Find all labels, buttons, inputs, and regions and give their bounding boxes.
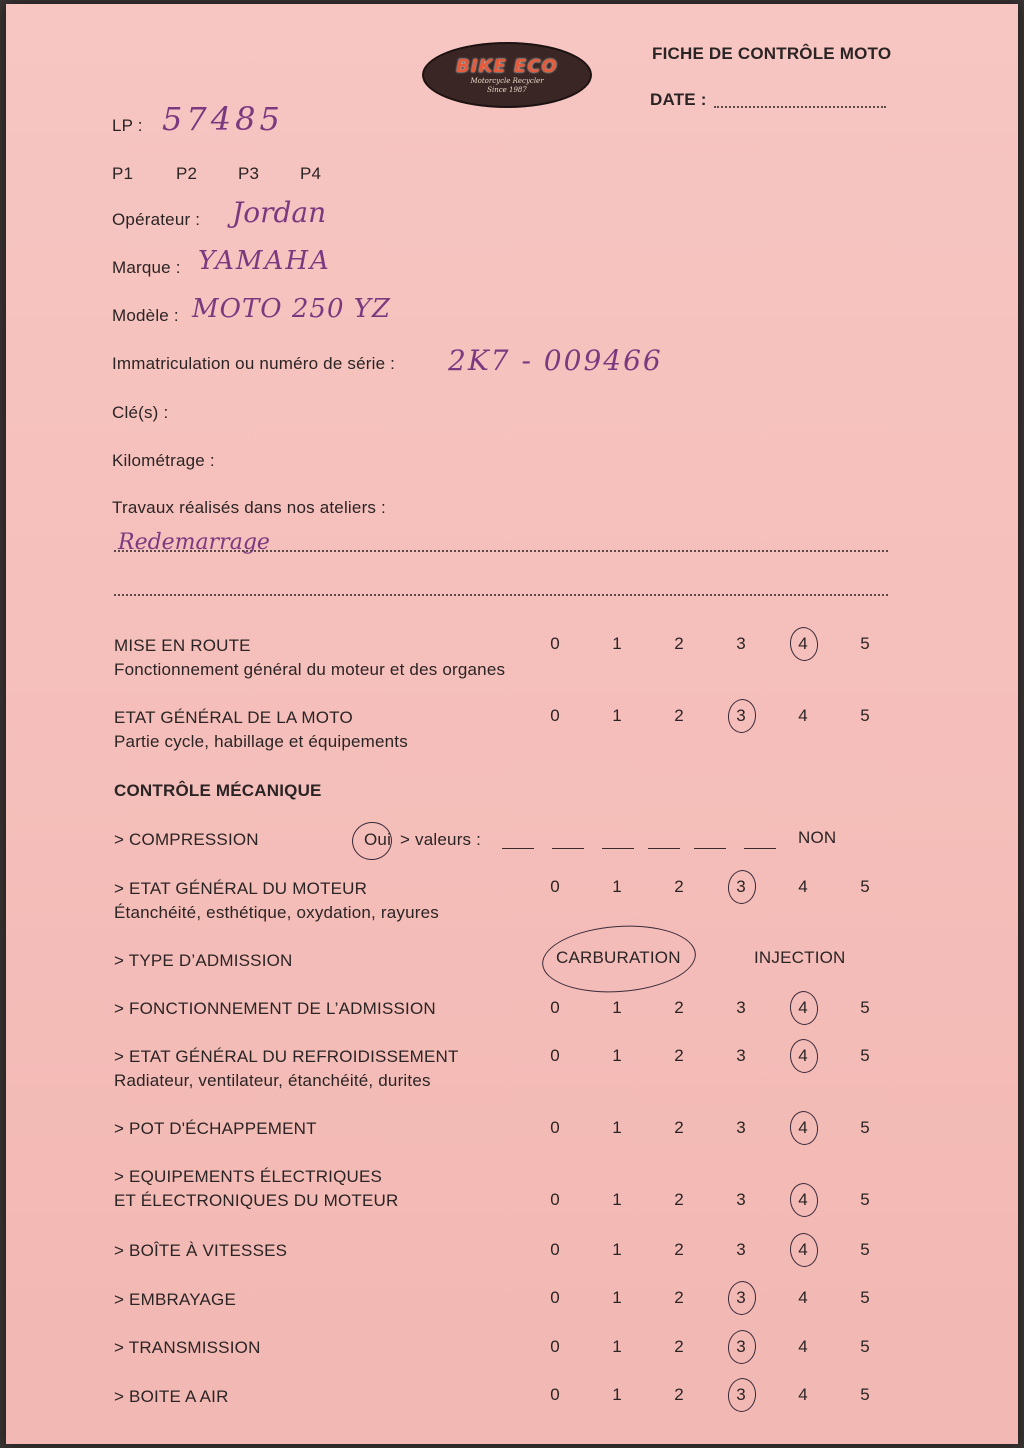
travaux-line-1[interactable] xyxy=(114,550,888,552)
mech-item-3-score-2[interactable]: 2 xyxy=(674,1190,684,1209)
operateur-value[interactable]: Jordan xyxy=(232,196,327,229)
mech-item-2-score-1[interactable]: 1 xyxy=(612,1118,622,1137)
mech-item-7-score-2[interactable]: 2 xyxy=(674,1385,684,1404)
scale-r0-score-2[interactable]: 2 xyxy=(674,634,684,653)
mech-item-2-score-3[interactable]: 3 xyxy=(736,1118,746,1137)
mech-item-4-score-0[interactable]: 0 xyxy=(550,1240,560,1259)
travaux-label: Travaux réalisés dans nos ateliers : xyxy=(112,498,386,517)
mech-item-2-selected-score-mark xyxy=(788,1110,819,1147)
mech-item-4-score-3[interactable]: 3 xyxy=(736,1240,746,1259)
mech-item-0-title: > FONCTIONNEMENT DE L’ADMISSION xyxy=(114,999,436,1018)
scale-moteur-score-2[interactable]: 2 xyxy=(674,877,684,896)
mech-item-3-score-1[interactable]: 1 xyxy=(612,1190,622,1209)
mech-item-1-title: > ETAT GÉNÉRAL DU REFROIDISSEMENT xyxy=(114,1047,459,1066)
mech-item-0-selected-score-mark xyxy=(788,990,819,1027)
scale-moteur-score-3[interactable]: 3 xyxy=(736,877,746,896)
mech-item-4-score-4[interactable]: 4 xyxy=(798,1240,808,1259)
mech-item-6-score-0[interactable]: 0 xyxy=(550,1337,560,1356)
cles-label: Clé(s) : xyxy=(112,403,169,422)
compression-value-6[interactable] xyxy=(744,848,776,849)
mech-item-6-title: > TRANSMISSION xyxy=(114,1338,261,1357)
mech-item-6-selected-score-mark xyxy=(726,1329,757,1366)
mech-item-4-score-2[interactable]: 2 xyxy=(674,1240,684,1259)
scale-r0-score-5[interactable]: 5 xyxy=(860,634,870,653)
etat-general-moto-title: ETAT GÉNÉRAL DE LA MOTO xyxy=(114,708,353,727)
mech-item-0-score-4[interactable]: 4 xyxy=(798,998,808,1017)
mech-item-3-subtitle: ET ÉLECTRONIQUES DU MOTEUR xyxy=(114,1191,399,1210)
date-field[interactable] xyxy=(714,106,886,108)
mech-item-7-score-1[interactable]: 1 xyxy=(612,1385,622,1404)
admission-injection[interactable]: INJECTION xyxy=(754,948,846,967)
mech-item-0-score-0[interactable]: 0 xyxy=(550,998,560,1017)
scale-r1-score-3[interactable]: 3 xyxy=(736,706,746,725)
scale-r1-score-4[interactable]: 4 xyxy=(798,706,808,725)
mise-en-route-subtitle: Fonctionnement général du moteur et des organes xyxy=(114,660,506,679)
scale-r1-score-2[interactable]: 2 xyxy=(674,706,684,725)
position-p4[interactable]: P4 xyxy=(300,164,322,183)
position-p2[interactable]: P2 xyxy=(176,164,198,183)
mech-item-7-title: > BOITE A AIR xyxy=(114,1387,229,1406)
compression-value-3[interactable] xyxy=(602,848,634,849)
mech-item-3-score-4[interactable]: 4 xyxy=(798,1190,808,1209)
operateur-label: Opérateur : xyxy=(112,210,201,229)
immatriculation-label: Immatriculation ou numéro de série : xyxy=(112,354,396,373)
scale-r1-selected-score-mark xyxy=(726,698,757,735)
compression-value-2[interactable] xyxy=(552,848,584,849)
mech-item-1-score-3[interactable]: 3 xyxy=(736,1046,746,1065)
mech-item-5-score-3[interactable]: 3 xyxy=(736,1288,746,1307)
compression-value-5[interactable] xyxy=(694,848,726,849)
compression-value-4[interactable] xyxy=(648,848,680,849)
mech-item-2-title: > POT D'ÉCHAPPEMENT xyxy=(114,1119,317,1138)
mech-item-1-score-2[interactable]: 2 xyxy=(674,1046,684,1065)
mech-item-0-score-2[interactable]: 2 xyxy=(674,998,684,1017)
mech-item-7-score-0[interactable]: 0 xyxy=(550,1385,560,1404)
mech-item-4-title: > BOÎTE À VITESSES xyxy=(114,1241,288,1260)
scale-r1-score-5[interactable]: 5 xyxy=(860,706,870,725)
carburation-selection-mark xyxy=(540,921,698,998)
scale-moteur-score-4[interactable]: 4 xyxy=(798,877,808,896)
position-p3[interactable]: P3 xyxy=(238,164,260,183)
travaux-value[interactable]: Redemarrage xyxy=(118,530,270,555)
marque-label: Marque : xyxy=(112,258,181,277)
compression-non[interactable]: NON xyxy=(798,828,837,847)
mech-item-6-score-4[interactable]: 4 xyxy=(798,1337,808,1356)
mech-item-5-selected-score-mark xyxy=(726,1280,757,1317)
scale-r0-score-0[interactable]: 0 xyxy=(550,634,560,653)
etat-general-moteur-title: > ETAT GÉNÉRAL DU MOTEUR xyxy=(114,879,368,898)
mech-item-3-selected-score-mark xyxy=(788,1182,819,1219)
mech-item-5-score-4[interactable]: 4 xyxy=(798,1288,808,1307)
mech-item-7-score-3[interactable]: 3 xyxy=(736,1385,746,1404)
scale-r0-score-3[interactable]: 3 xyxy=(736,634,746,653)
mech-item-3-score-3[interactable]: 3 xyxy=(736,1190,746,1209)
mech-item-5-title: > EMBRAYAGE xyxy=(114,1290,237,1309)
immatriculation-value[interactable]: 2K7 - 009466 xyxy=(448,344,663,377)
modele-value[interactable]: MOTO 250 YZ xyxy=(192,294,391,324)
mech-item-1-score-0[interactable]: 0 xyxy=(550,1046,560,1065)
logo-tagline-year: Since 1987 xyxy=(487,85,527,94)
mech-item-1-score-4[interactable]: 4 xyxy=(798,1046,808,1065)
mech-item-3-score-5[interactable]: 5 xyxy=(860,1190,870,1209)
etat-general-moteur-subtitle: Étanchéité, esthétique, oxydation, rayures xyxy=(114,903,439,922)
mech-item-7-score-5[interactable]: 5 xyxy=(860,1385,870,1404)
mech-item-6-score-5[interactable]: 5 xyxy=(860,1337,870,1356)
logo-name: BIKE ECO xyxy=(456,55,558,77)
mech-item-4-score-1[interactable]: 1 xyxy=(612,1240,622,1259)
scale-r0-score-1[interactable]: 1 xyxy=(612,634,622,653)
mech-item-5-score-2[interactable]: 2 xyxy=(674,1288,684,1307)
mech-item-1-score-1[interactable]: 1 xyxy=(612,1046,622,1065)
mech-item-4-selected-score-mark xyxy=(788,1232,819,1269)
mech-item-0-score-3[interactable]: 3 xyxy=(736,998,746,1017)
mech-item-6-score-3[interactable]: 3 xyxy=(736,1337,746,1356)
mech-item-6-score-1[interactable]: 1 xyxy=(612,1337,622,1356)
form-title: FICHE DE CONTRÔLE MOTO xyxy=(652,44,892,63)
mech-item-0-score-5[interactable]: 5 xyxy=(860,998,870,1017)
mech-item-3-score-0[interactable]: 0 xyxy=(550,1190,560,1209)
mech-item-5-score-5[interactable]: 5 xyxy=(860,1288,870,1307)
control-sheet xyxy=(6,4,1018,1444)
scale-r1-score-1[interactable]: 1 xyxy=(612,706,622,725)
compression-label: > COMPRESSION xyxy=(114,830,259,849)
bike-eco-logo xyxy=(422,42,592,108)
controle-mecanique-title: CONTRÔLE MÉCANIQUE xyxy=(114,781,322,800)
scale-moteur-selected-score-mark xyxy=(726,869,757,906)
compression-oui-selection-mark xyxy=(350,819,395,862)
scale-moteur-score-1[interactable]: 1 xyxy=(612,877,622,896)
mech-item-5-score-0[interactable]: 0 xyxy=(550,1288,560,1307)
logo-tagline: Motorcycle Recycler xyxy=(470,76,544,85)
compression-values-label: > valeurs : xyxy=(400,830,482,849)
mech-item-5-score-1[interactable]: 1 xyxy=(612,1288,622,1307)
etat-general-moto-subtitle: Partie cycle, habillage et équipements xyxy=(114,732,408,751)
mech-item-1-score-5[interactable]: 5 xyxy=(860,1046,870,1065)
type-admission-label: > TYPE D’ADMISSION xyxy=(114,951,293,970)
compression-oui[interactable]: Oui xyxy=(364,830,392,849)
travaux-line-2[interactable] xyxy=(114,594,888,596)
compression-value-1[interactable] xyxy=(502,848,534,849)
modele-label: Modèle : xyxy=(112,306,179,325)
scale-r1-score-0[interactable]: 0 xyxy=(550,706,560,725)
mech-item-2-score-0[interactable]: 0 xyxy=(550,1118,560,1137)
lp-label: LP : xyxy=(112,116,143,135)
mech-item-3-title: > EQUIPEMENTS ÉLECTRIQUES xyxy=(114,1167,383,1186)
lp-value[interactable]: 57485 xyxy=(162,100,284,138)
mise-en-route-title: MISE EN ROUTE xyxy=(114,636,251,655)
date-label: DATE : xyxy=(650,90,707,109)
scale-r0-selected-score-mark xyxy=(788,626,819,663)
mech-item-1-subtitle: Radiateur, ventilateur, étanchéité, durites xyxy=(114,1071,431,1090)
admission-carburation[interactable]: CARBURATION xyxy=(556,948,681,967)
scale-moteur-score-0[interactable]: 0 xyxy=(550,877,560,896)
mech-item-7-selected-score-mark xyxy=(726,1377,757,1414)
mech-item-4-score-5[interactable]: 5 xyxy=(860,1240,870,1259)
mech-item-1-selected-score-mark xyxy=(788,1038,819,1075)
mech-item-2-score-2[interactable]: 2 xyxy=(674,1118,684,1137)
scale-r0-score-4[interactable]: 4 xyxy=(798,634,808,653)
scale-moteur-score-5[interactable]: 5 xyxy=(860,877,870,896)
mech-item-7-score-4[interactable]: 4 xyxy=(798,1385,808,1404)
marque-value[interactable]: YAMAHA xyxy=(198,246,331,276)
mech-item-0-score-1[interactable]: 1 xyxy=(612,998,622,1017)
position-p1[interactable]: P1 xyxy=(112,164,134,183)
mech-item-2-score-4[interactable]: 4 xyxy=(798,1118,808,1137)
kilometrage-label: Kilométrage : xyxy=(112,451,215,470)
mech-item-6-score-2[interactable]: 2 xyxy=(674,1337,684,1356)
mech-item-2-score-5[interactable]: 5 xyxy=(860,1118,870,1137)
